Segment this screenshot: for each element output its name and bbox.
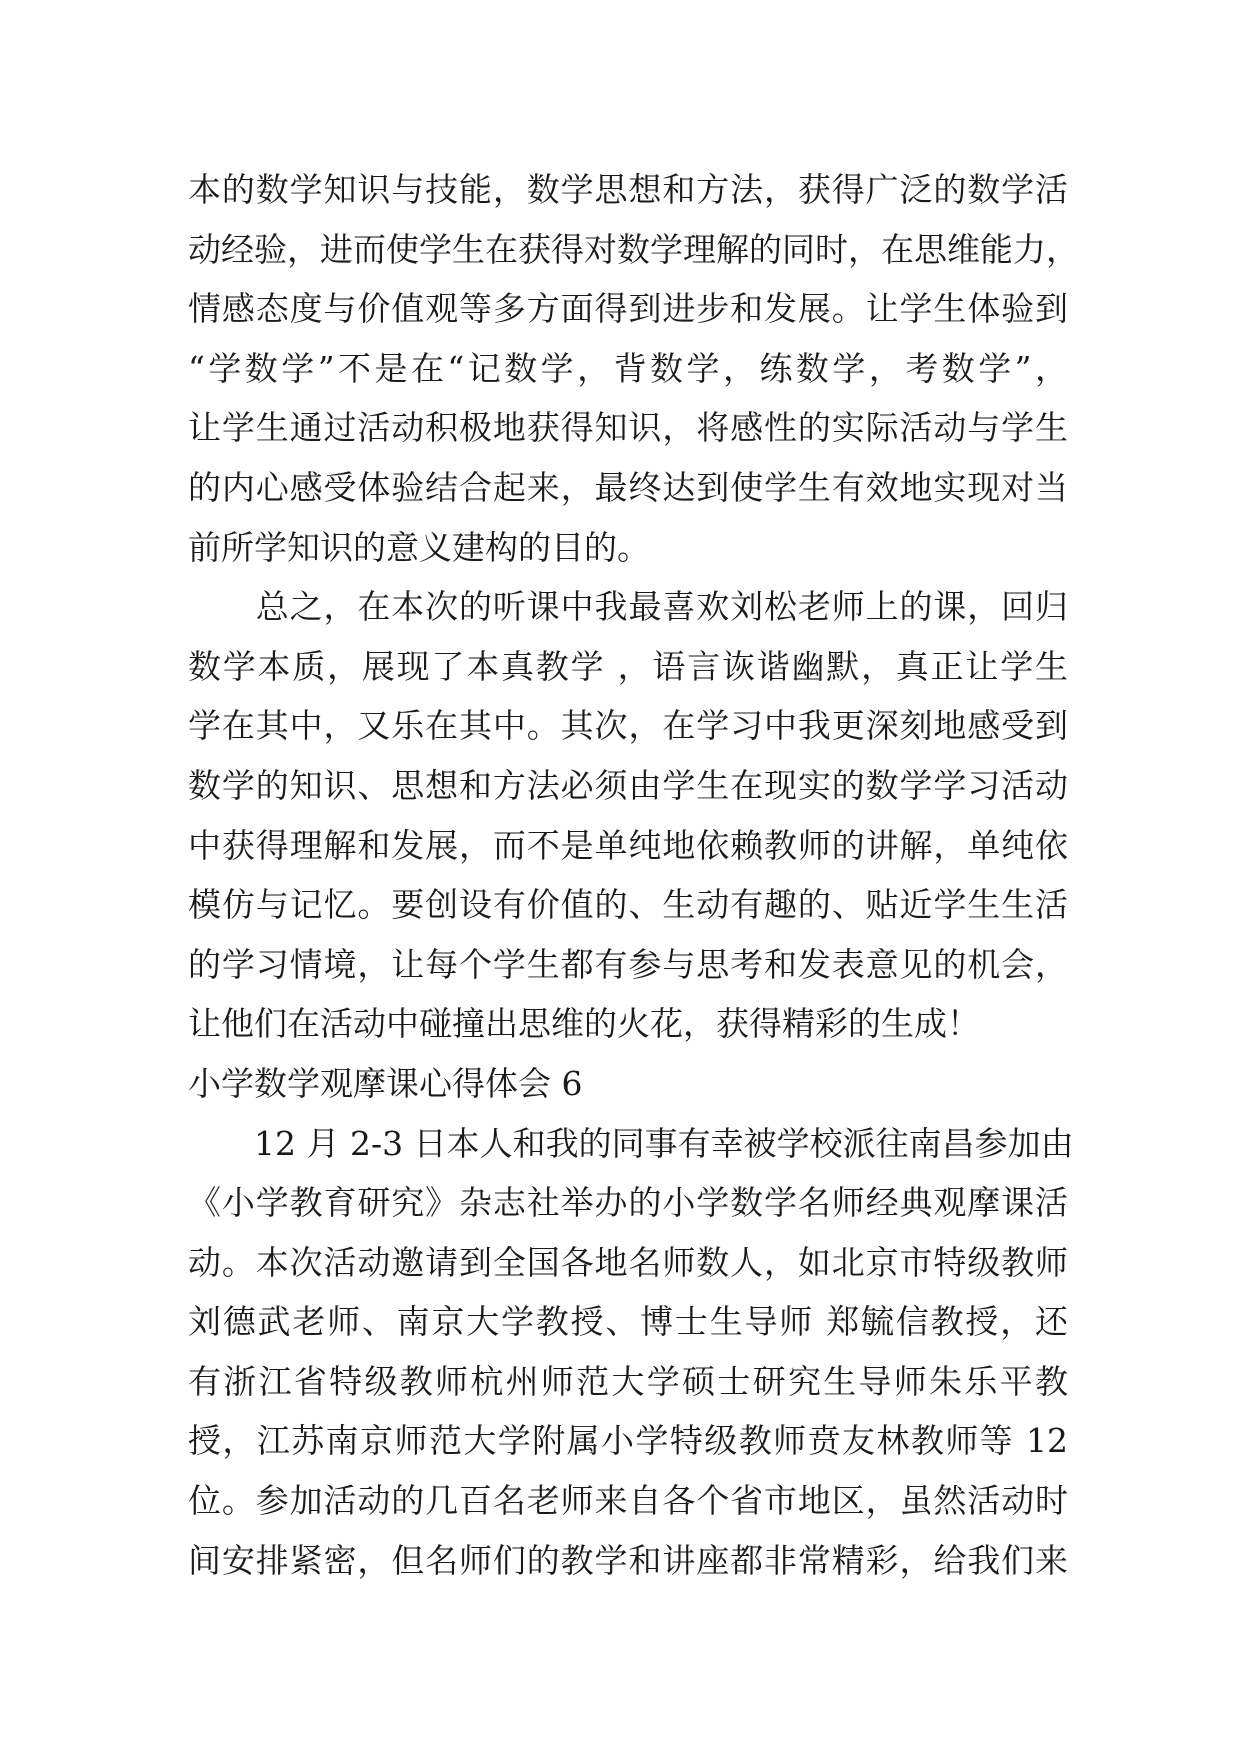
text-line: 间安排紧密，但名师们的教学和讲座都非常精彩，给我们来: [188, 1540, 1068, 1580]
text-line: 动。本次活动邀请到全国各地名师数人，如北京市特级教师: [188, 1242, 1068, 1282]
text-line: 《小学教育研究》杂志社举办的小学数学名师经典观摩课活: [188, 1183, 1068, 1223]
text-line: 模仿与记忆。要创设有价值的、生动有趣的、贴近学生生活: [188, 885, 1068, 925]
text-line: 本的数学知识与技能，数学思想和方法，获得广泛的数学活: [188, 170, 1068, 209]
text-line: 的学习情境，让每个学生都有参与思考和发表意见的机会，: [188, 944, 1068, 984]
text-line: 中获得理解和发展，而不是单纯地依赖教师的讲解，单纯依: [188, 825, 1068, 865]
text-line: 12 月 2-3 日本人和我的同事有幸被学校派往南昌参加由: [188, 1123, 1074, 1163]
text-line: 总之，在本次的听课中我最喜欢刘松老师上的课，回归: [188, 587, 1068, 627]
section-title: 小学数学观摩课心得体会 6: [188, 1063, 583, 1103]
text-line: 数学的知识、思想和方法必须由学生在现实的数学学习活动: [188, 765, 1068, 805]
text-line: 刘德武老师、南京大学教授、博士生导师 郑毓信教授，还: [188, 1302, 1068, 1342]
paragraph-section-6: [188, 1114, 1074, 1591]
document-body: [188, 160, 1079, 1590]
text-line: 让他们在活动中碰撞出思维的火花，获得精彩的生成！: [188, 1004, 980, 1044]
paragraph-continued: [188, 160, 1079, 577]
text-line: 有浙江省特级教师杭州师范大学硕士研究生导师朱乐平教: [188, 1361, 1068, 1401]
text-line: 情感态度与价值观等多方面得到进步和发展。让学生体验到: [188, 289, 1068, 329]
text-line: 学在其中，又乐在其中。其次，在学习中我更深刻地感受到: [188, 706, 1068, 746]
paragraph-summary: [188, 577, 1068, 1054]
text-line: 授，江苏南京师范大学附属小学特级教师贲友林教师等 12: [188, 1421, 1068, 1461]
text-line: 前所学知识的意义建构的目的。: [188, 527, 650, 567]
text-line: 让学生通过活动积极地获得知识，将感性的实际活动与学生: [188, 408, 1068, 448]
text-line: 数学本质，展现了本真教学 ，语言诙谐幽默，真正让学生: [188, 646, 1068, 686]
text-line: 动经验，进而使学生在获得对数学理解的同时，在思维能力，: [188, 229, 1079, 269]
text-line: 的内心感受体验结合起来，最终达到使学生有效地实现对当: [188, 467, 1068, 507]
text-line: “学数学”不是在“记数学，背数学，练数学，考数学”，: [188, 348, 1068, 388]
text-line: 位。参加活动的几百名老师来自各个省市地区，虽然活动时: [188, 1481, 1068, 1521]
